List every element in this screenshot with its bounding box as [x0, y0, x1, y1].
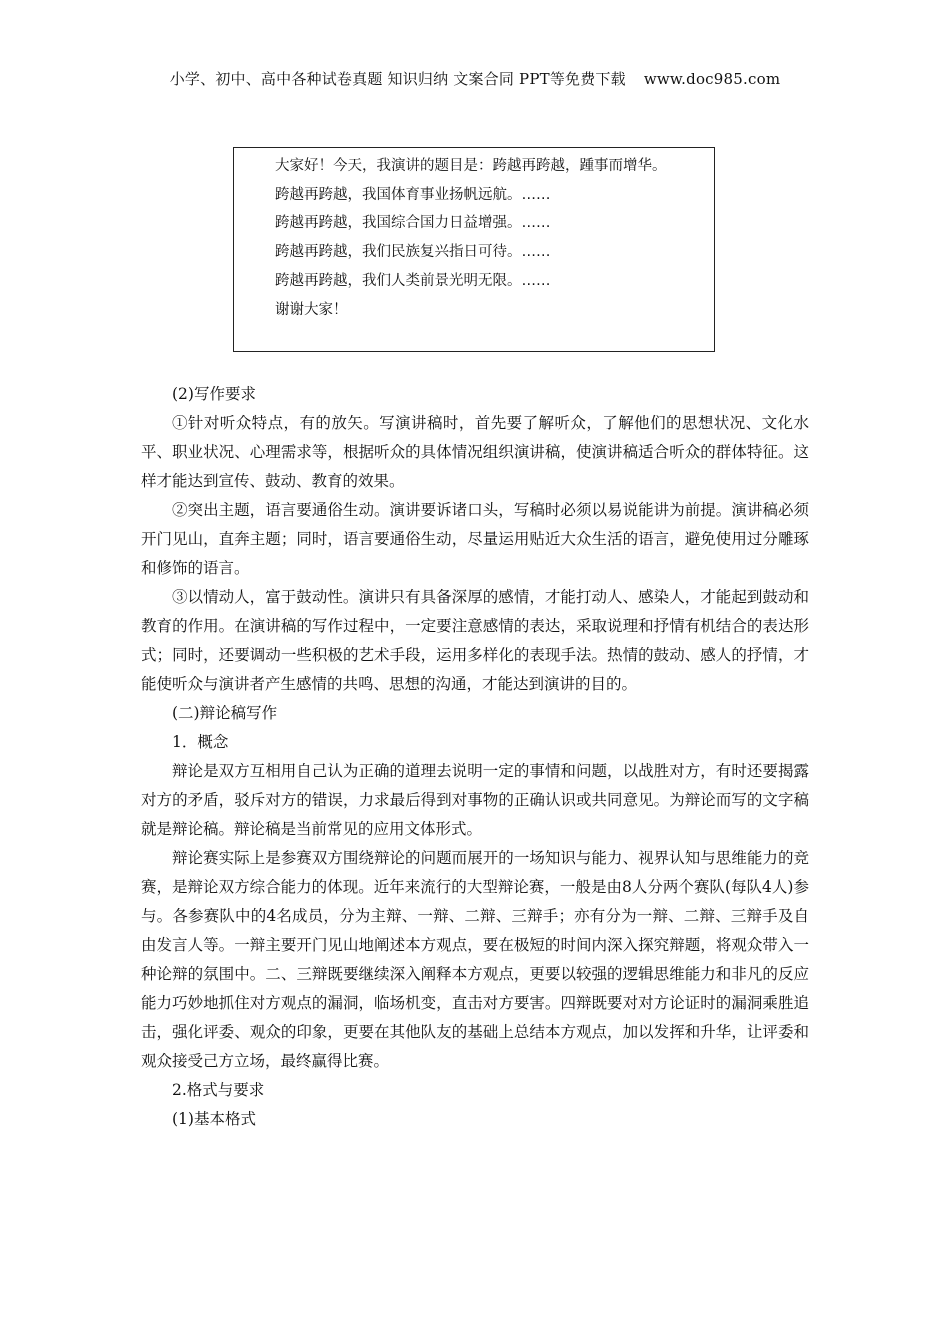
speech-line-greeting: 大家好！今天，我演讲的题目是：跨越再跨越，踵事而增华。 [275, 158, 667, 174]
speech-line-humanity: 跨越再跨越，我们人类前景光明无限。…… [275, 272, 551, 289]
debate-section-heading: (二)辩论稿写作 [172, 704, 278, 722]
requirement-1: ①针对听众特点，有的放矢。写演讲稿时，首先要了解听众，了解他们的思想状况、文化水平、职业状况、心理需求等，根据听众的具体情况组织演讲稿，使演讲稿适合听众的群体特征。这样才能达到宣传、鼓动、教育的效果。 [141, 414, 809, 490]
header-site: www.doc985.com [643, 70, 781, 88]
requirement-2: ②突出主题，语言要通俗生动。演讲要诉诸口头，写稿时必须以易说能讲为前提。演讲稿必须开门见山，直奔主题；同时，语言要通俗生动，尽量运用贴近大众生活的语言，避免使用过分雕琢和修饰的语言。 [141, 501, 809, 577]
document-body [141, 380, 809, 1134]
header-text: 小学、初中、高中各种试卷真题 知识归纳 文案合同 PPT等免费下载 [169, 70, 626, 88]
concept-paragraph-2: 辩论赛实际上是参赛双方围绕辩论的问题而展开的一场知识与能力、视界认知与思维能力的竞赛，是辩论双方综合能力的体现。近年来流行的大型辩论赛，一般是由8人分两个赛队(每队4人)参与。各参赛队中的4名成员，分为主辩、一辩、二辩、三辩手；亦有分为一辩、二辩、三辩手及自由发言人等。一辩主要开门见山地阐述本方观点，要在极短的时间内深入探究辩题，将观众带入一种论辩的氛围中。二、三辩既要继续深入阐释本方观点，更要以较强的逻辑思维能力和非凡的反应能力巧妙地抓住对方观点的漏洞，临场机变，直击对方要害。四辩既要对对方论证时的漏洞乘胜追击，强化评委、观众的印象，更要在其他队友的基础上总结本方观点，加以发挥和升华，让评委和观众接受己方立场，最终赢得比赛。 [141, 849, 809, 1070]
speech-line-thanks: 谢谢大家！ [275, 301, 348, 318]
basic-format-heading: (1)基本格式 [172, 1110, 256, 1128]
page-header [0, 68, 950, 89]
speech-line-rejuvenation: 跨越再跨越，我们民族复兴指日可待。…… [275, 244, 551, 261]
concept-paragraph-1: 辩论是双方互相用自己认为正确的道理去说明一定的事情和问题，以战胜对方，有时还要揭露对方的矛盾，驳斥对方的错误，力求最后得到对事物的正确认识或共同意见。为辩论而写的文字稿就是辩论稿。辩论稿是当前常见的应用文体形式。 [141, 762, 809, 838]
speech-line-national-strength: 跨越再跨越，我国综合国力日益增强。…… [275, 215, 551, 232]
concept-heading: 1．概念 [172, 733, 229, 751]
speech-line-sports: 跨越再跨越，我国体育事业扬帆远航。…… [275, 186, 551, 203]
speech-sample-box [233, 147, 715, 352]
requirement-3: ③以情动人，富于鼓动性。演讲只有具备深厚的感情，才能打动人、感染人，才能起到鼓动和教育的作用。在演讲稿的写作过程中，一定要注意感情的表达，采取说理和抒情有机结合的表达形式；同时，还要调动一些积极的艺术手段，运用多样化的表现手法。热情的鼓动、感人的抒情，才能使听众与演讲者产生感情的共鸣、思想的沟通，才能达到演讲的目的。 [141, 588, 809, 693]
format-heading: 2.格式与要求 [172, 1081, 265, 1099]
writing-requirements-heading: (2)写作要求 [172, 385, 256, 403]
